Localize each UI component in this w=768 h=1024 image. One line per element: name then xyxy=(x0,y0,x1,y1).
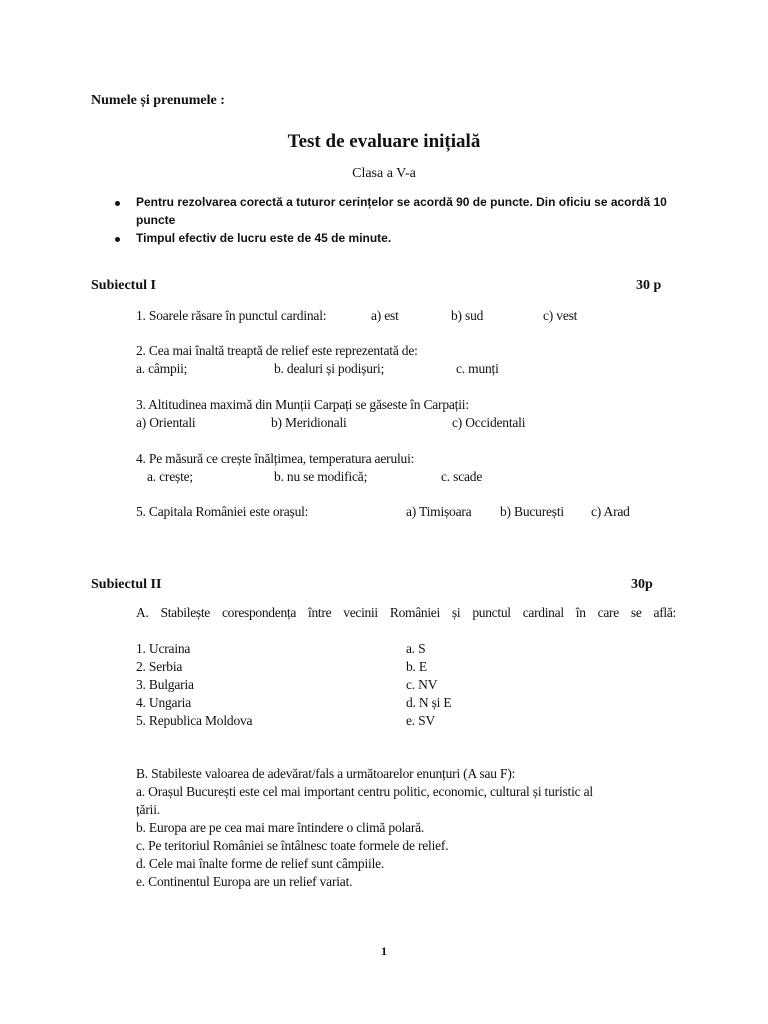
question-4-text: 4. Pe măsură ce crește înălțimea, temperatura aerului: xyxy=(136,451,415,466)
question-1-option-a: a) est xyxy=(371,308,399,323)
instruction-2: Timpul efectiv de lucru este de 45 de minute. xyxy=(136,231,392,245)
direction-c: c. NV xyxy=(406,677,438,692)
question-4-option-c: c. scade xyxy=(441,469,483,484)
bullet-icon xyxy=(115,201,120,206)
direction-a: a. S xyxy=(406,641,426,656)
question-2-option-a: a. câmpii; xyxy=(136,361,188,376)
question-3-option-b: b) Meridionali xyxy=(271,415,347,430)
direction-e: e. SV xyxy=(406,713,435,728)
question-3-option-c: c) Occidentali xyxy=(452,415,526,430)
class-label: Clasa a V-a xyxy=(352,166,416,181)
statement-a-line-2: țării. xyxy=(136,802,160,817)
statement-e: e. Continentul Europa are un relief variat. xyxy=(136,874,353,889)
part-a-instruction: A. Stabilește corespondența între vecinii României și punctul cardinal în care se află: xyxy=(136,605,676,620)
subject-2-points: 30p xyxy=(631,577,653,592)
subject-1-points: 30 p xyxy=(636,278,662,293)
statement-a-line-1: a. Orașul București este cel mai important centru politic, economic, cultural și turistic al xyxy=(136,784,593,799)
name-label: Numele și prenumele : xyxy=(91,93,225,108)
part-b-instruction: B. Stabileste valoarea de adevărat/fals a următoarelor enunțuri (A sau F): xyxy=(136,766,516,781)
question-4-option-b: b. nu se modifică; xyxy=(274,469,368,484)
question-2-text: 2. Cea mai înaltă treaptă de relief este reprezentată de: xyxy=(136,343,418,358)
neighbor-5: 5. Republica Moldova xyxy=(136,713,253,728)
question-3-text: 3. Altitudinea maximă din Munții Carpați se găseste în Carpații: xyxy=(136,397,469,412)
question-3-option-a: a) Orientali xyxy=(136,415,196,430)
page-number: 1 xyxy=(381,944,387,958)
question-2-option-b: b. dealuri și podișuri; xyxy=(274,361,385,376)
subject-2-title: Subiectul II xyxy=(91,577,162,592)
question-5-text: 5. Capitala României este orașul: xyxy=(136,504,309,519)
question-4-option-a: a. crește; xyxy=(147,469,193,484)
instruction-1-line-1: Pentru rezolvarea corectă a tuturor cerințelor se acordă 90 de puncte. Din oficiu se acordă 10 xyxy=(136,195,667,209)
question-1-option-c: c) vest xyxy=(543,308,578,323)
bullet-icon xyxy=(115,237,120,242)
question-1-option-b: b) sud xyxy=(451,308,484,323)
neighbor-1: 1. Ucraina xyxy=(136,641,191,656)
neighbor-3: 3. Bulgaria xyxy=(136,677,194,692)
question-5-option-c: c) Arad xyxy=(591,504,630,519)
question-5-option-a: a) Timișoara xyxy=(406,504,472,519)
statement-c: c. Pe teritoriul României se întâlnesc toate formele de relief. xyxy=(136,838,449,853)
subject-1-title: Subiectul I xyxy=(91,278,156,293)
instruction-1-line-2: puncte xyxy=(136,213,176,227)
statement-b: b. Europa are pe cea mai mare întindere o climă polară. xyxy=(136,820,425,835)
page-title: Test de evaluare inițială xyxy=(287,131,481,152)
question-2-option-c: c. munți xyxy=(456,361,499,376)
question-5-option-b: b) București xyxy=(500,504,564,519)
question-1-text: 1. Soarele răsare în punctul cardinal: xyxy=(136,308,327,323)
direction-b: b. E xyxy=(406,659,427,674)
statement-d: d. Cele mai înalte forme de relief sunt câmpiile. xyxy=(136,856,385,871)
direction-d: d. N și E xyxy=(406,695,452,710)
neighbor-2: 2. Serbia xyxy=(136,659,183,674)
neighbor-4: 4. Ungaria xyxy=(136,695,191,710)
